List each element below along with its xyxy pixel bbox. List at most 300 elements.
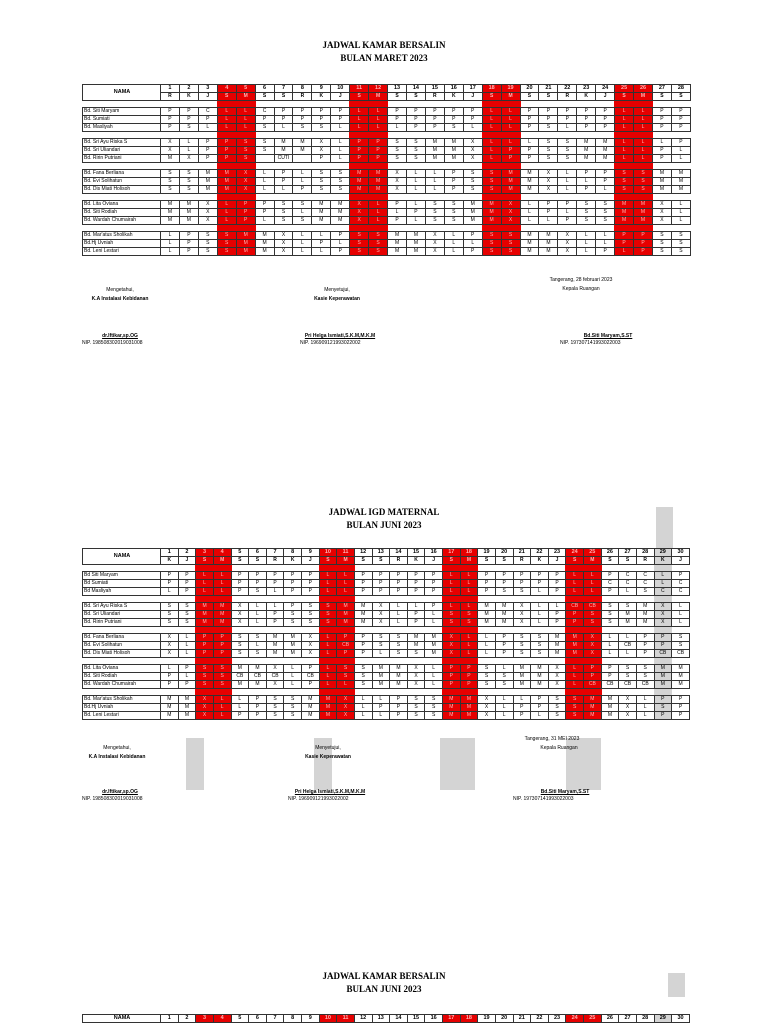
shift-cell: S (179, 124, 198, 132)
shift-cell: L (566, 580, 584, 588)
staff-name: Bd. Sri Uliandari (83, 147, 161, 155)
shift-cell: M (671, 170, 690, 178)
shift-cell: P (337, 634, 355, 642)
shift-cell: L (231, 704, 249, 712)
section2-date-place: Tangerang, 31 MEI 2023 (524, 736, 580, 742)
shift-cell: L (217, 201, 236, 209)
shift-cell: P (406, 116, 425, 124)
shift-cell: S (407, 712, 425, 720)
shift-cell: M (601, 712, 619, 720)
shift-cell: M (213, 603, 231, 611)
shift-cell: M (337, 603, 355, 611)
section3-subtitle: BULAN JUNI 2023 (346, 984, 422, 994)
group-separator-cell (584, 658, 602, 665)
shift-cell: X (198, 201, 217, 209)
shift-cell: X (407, 673, 425, 681)
shift-cell: S (548, 704, 566, 712)
shift-cell: M (444, 155, 463, 163)
shift-cell: M (634, 201, 653, 209)
shift-cell: L (236, 116, 255, 124)
shift-cell: M (198, 178, 217, 186)
group-separator-cell (178, 627, 196, 634)
shift-cell: X (372, 619, 390, 627)
shift-cell: L (558, 178, 577, 186)
shift-cell: CB (601, 681, 619, 689)
shift-cell: P (672, 572, 690, 580)
shift-cell: P (513, 712, 531, 720)
shift-cell: M (671, 186, 690, 194)
shift-cell: S (478, 681, 496, 689)
shift-cell: L (369, 201, 388, 209)
shift-cell: P (302, 588, 320, 596)
group-separator-cell (161, 627, 179, 634)
shift-cell: C (255, 108, 274, 116)
group-separator-cell (293, 194, 312, 201)
weekday-letter: J (548, 557, 566, 565)
shift-cell: P (390, 588, 408, 596)
shift-cell: L (231, 696, 249, 704)
group-separator-cell (520, 194, 539, 201)
group-separator-cell (531, 658, 549, 665)
shift-cell: P (354, 572, 372, 580)
group-separator-cell (671, 225, 690, 232)
shift-cell: S (255, 124, 274, 132)
shift-cell: P (652, 155, 671, 163)
shift-cell: S (444, 209, 463, 217)
shift-cell: X (654, 619, 672, 627)
shift-cell: L (478, 642, 496, 650)
group-separator-cell (388, 132, 407, 139)
shift-cell: M (236, 248, 255, 256)
group-separator (83, 101, 161, 108)
shift-cell: L (444, 240, 463, 248)
shift-cell: S (178, 619, 196, 627)
group-separator-cell (249, 658, 267, 665)
shift-cell: S (501, 248, 520, 256)
shift-cell: L (406, 186, 425, 194)
group-separator-cell (337, 596, 355, 603)
group-separator-cell (478, 627, 496, 634)
shift-cell: X (443, 650, 461, 658)
shift-cell: M (520, 170, 539, 178)
staff-name: Bd. Ririn Putriani (83, 155, 161, 163)
weekday-letter: M (584, 557, 602, 565)
shift-cell: S (198, 240, 217, 248)
group-separator-cell (217, 194, 236, 201)
shift-cell: P (266, 572, 284, 580)
group-separator-cell (284, 689, 302, 696)
group-separator-cell (443, 565, 461, 572)
group-separator-cell (331, 225, 350, 232)
group-separator-cell (672, 565, 690, 572)
group-separator-cell (636, 596, 654, 603)
shift-cell: L (634, 116, 653, 124)
weekday-letter: M (236, 93, 255, 101)
shift-cell: S (236, 147, 255, 155)
shift-cell: P (531, 696, 549, 704)
shift-cell (293, 155, 312, 163)
shift-cell: M (266, 634, 284, 642)
shift-cell: P (634, 240, 653, 248)
shift-cell: P (407, 611, 425, 619)
shift-cell: L (478, 634, 496, 642)
shift-cell: P (249, 704, 267, 712)
shift-cell: L (331, 147, 350, 155)
table-row (83, 704, 690, 712)
shift-cell: L (548, 603, 566, 611)
shift-cell: X (274, 240, 293, 248)
group-separator-cell (178, 596, 196, 603)
shift-cell: S (566, 704, 584, 712)
shift-cell: M (331, 217, 350, 225)
shift-cell: M (513, 681, 531, 689)
shift-cell: L (266, 603, 284, 611)
day-number: 21 (513, 549, 531, 557)
shift-cell: L (213, 704, 231, 712)
shift-cell: X (652, 209, 671, 217)
group-separator-cell (407, 565, 425, 572)
group-separator-cell (390, 565, 408, 572)
shift-cell: S (601, 611, 619, 619)
shift-cell: P (495, 634, 513, 642)
shift-cell: L (319, 673, 337, 681)
group-separator-cell (548, 565, 566, 572)
group-separator-cell (601, 565, 619, 572)
group-separator-cell (302, 689, 320, 696)
group-separator-cell (312, 163, 331, 170)
shift-cell: P (350, 139, 369, 147)
section1-left-line1: Mengetahui, (106, 287, 134, 293)
shift-cell: M (350, 170, 369, 178)
shift-cell: P (463, 116, 482, 124)
shift-cell: M (293, 147, 312, 155)
group-separator-cell (566, 596, 584, 603)
staff-name: Bd. Leni Lestari (83, 248, 161, 256)
shift-cell: L (584, 580, 602, 588)
weekday-letter: S (495, 557, 513, 565)
staff-name: Bd. Fana Berliana (83, 634, 161, 642)
weekday-letter: M (369, 93, 388, 101)
shift-cell: P (652, 108, 671, 116)
shift-cell: S (513, 650, 531, 658)
staff-name: Bd. Lita Oviana (83, 201, 161, 209)
column-highlight-3 (440, 738, 475, 790)
day-number: 16 (444, 85, 463, 93)
table-row (83, 572, 690, 580)
group-separator-cell (463, 163, 482, 170)
shift-cell: P (161, 580, 179, 588)
shift-cell: P (444, 178, 463, 186)
group-separator-cell (501, 194, 520, 201)
shift-cell: L (558, 170, 577, 178)
shift-cell: M (636, 619, 654, 627)
group-separator-cell (331, 194, 350, 201)
shift-cell: CB (636, 681, 654, 689)
shift-cell: P (178, 665, 196, 673)
shift-cell: L (566, 681, 584, 689)
shift-cell: S (513, 642, 531, 650)
shift-cell: M (444, 139, 463, 147)
shift-cell: S (482, 240, 501, 248)
group-separator-cell (319, 689, 337, 696)
weekday-letter: S (388, 93, 407, 101)
shift-cell: P (198, 147, 217, 155)
group-separator-cell (654, 689, 672, 696)
shift-cell (255, 155, 274, 163)
shift-cell: M (539, 248, 558, 256)
shift-cell: L (369, 217, 388, 225)
group-separator-cell (407, 658, 425, 665)
shift-cell: S (634, 170, 653, 178)
staff-name: Bd.Hj Uvniah (83, 704, 161, 712)
shift-cell: M (274, 139, 293, 147)
shift-cell: S (178, 603, 196, 611)
weekday-letter: R (558, 93, 577, 101)
group-separator-cell (615, 101, 634, 108)
shift-cell: M (654, 665, 672, 673)
shift-cell: S (319, 603, 337, 611)
shift-cell: S (460, 619, 478, 627)
group-separator-cell (671, 132, 690, 139)
day-number: 21 (513, 1015, 531, 1023)
shift-cell: M (443, 696, 461, 704)
shift-cell: P (444, 116, 463, 124)
shift-cell: P (407, 588, 425, 596)
shift-cell: S (652, 248, 671, 256)
shift-cell: C (601, 580, 619, 588)
shift-cell: M (161, 209, 180, 217)
day-number: 16 (425, 549, 443, 557)
table-row (83, 673, 690, 681)
shift-cell: S (463, 178, 482, 186)
shift-cell: S (284, 696, 302, 704)
group-separator-cell (369, 163, 388, 170)
weekday-letter: S (539, 93, 558, 101)
group-separator-cell (425, 225, 444, 232)
group-separator-cell (284, 596, 302, 603)
shift-cell: L (520, 201, 539, 209)
shift-cell: P (331, 232, 350, 240)
shift-cell: P (255, 201, 274, 209)
shift-cell: L (460, 650, 478, 658)
shift-cell: S (249, 588, 267, 596)
shift-cell: P (425, 116, 444, 124)
shift-cell: P (654, 642, 672, 650)
group-separator-cell (213, 689, 231, 696)
group-separator-cell (372, 658, 390, 665)
shift-cell: L (460, 588, 478, 596)
shift-cell: M (539, 232, 558, 240)
section2-left-nip: NIP. 198508302019031008 (82, 796, 143, 802)
shift-cell: L (444, 248, 463, 256)
group-separator-cell (388, 194, 407, 201)
shift-cell: X (372, 603, 390, 611)
shift-cell: P (161, 673, 179, 681)
shift-cell: S (495, 588, 513, 596)
shift-cell: P (558, 108, 577, 116)
group-separator-cell (672, 627, 690, 634)
section2-title: JADWAL IGD MATERNAL (328, 507, 440, 517)
shift-cell: P (513, 580, 531, 588)
shift-cell: S (198, 232, 217, 240)
group-separator-cell (584, 689, 602, 696)
group-separator (83, 627, 161, 634)
shift-cell: P (274, 116, 293, 124)
shift-cell: M (520, 186, 539, 194)
group-separator-cell (671, 101, 690, 108)
staff-name: Bd. Mar'atus Sholikah (83, 232, 161, 240)
shift-cell: P (354, 642, 372, 650)
group-separator-cell (198, 194, 217, 201)
shift-cell: X (425, 248, 444, 256)
day-number: 10 (331, 85, 350, 93)
group-separator-cell (671, 194, 690, 201)
shift-cell: S (350, 240, 369, 248)
weekday-letter: S (249, 557, 267, 565)
shift-cell: P (312, 155, 331, 163)
shift-cell: X (584, 650, 602, 658)
shift-cell: L (601, 642, 619, 650)
shift-cell: L (672, 603, 690, 611)
shift-cell: L (531, 588, 549, 596)
shift-cell: P (236, 201, 255, 209)
shift-cell: M (619, 619, 637, 627)
section1-mid-line2: Kasie Keperawatan (314, 296, 360, 302)
shift-cell: P (231, 572, 249, 580)
group-separator-cell (636, 565, 654, 572)
group-separator-cell (495, 689, 513, 696)
shift-cell: L (266, 588, 284, 596)
shift-cell: S (482, 232, 501, 240)
shift-cell: M (350, 178, 369, 186)
group-separator-cell (293, 101, 312, 108)
shift-cell: C (636, 572, 654, 580)
shift-cell: X (619, 712, 637, 720)
shift-cell: S (293, 201, 312, 209)
group-separator-cell (274, 225, 293, 232)
shift-cell: L (501, 108, 520, 116)
shift-cell: L (372, 650, 390, 658)
group-separator-cell (213, 565, 231, 572)
group-separator-cell (654, 565, 672, 572)
shift-cell: M (463, 217, 482, 225)
day-number: 6 (249, 1015, 267, 1023)
shift-cell: L (672, 619, 690, 627)
group-separator-cell (255, 101, 274, 108)
shift-cell: S (577, 217, 596, 225)
shift-cell: P (548, 588, 566, 596)
day-number: 18 (460, 1015, 478, 1023)
shift-cell: L (601, 650, 619, 658)
group-separator-cell (672, 658, 690, 665)
shift-cell: M (531, 681, 549, 689)
table-row (83, 217, 691, 225)
day-number: 29 (654, 1015, 672, 1023)
shift-cell: X (388, 186, 407, 194)
shift-cell: S (531, 634, 549, 642)
shift-cell: S (406, 155, 425, 163)
group-separator-cell (274, 163, 293, 170)
group-separator-cell (293, 225, 312, 232)
group-separator-cell (478, 689, 496, 696)
group-separator-cell (482, 225, 501, 232)
section1-left-name: dr.Iftikar,sp.OG (102, 333, 138, 339)
group-separator-cell (619, 565, 637, 572)
shift-cell: X (161, 642, 179, 650)
shift-cell: P (217, 155, 236, 163)
shift-cell: P (566, 619, 584, 627)
group-separator-cell (274, 194, 293, 201)
group-separator-cell (539, 132, 558, 139)
group-separator-cell (463, 101, 482, 108)
shift-cell: S (161, 611, 179, 619)
shift-cell: P (196, 634, 214, 642)
shift-cell: L (558, 186, 577, 194)
shift-cell: S (302, 603, 320, 611)
shift-cell: L (460, 572, 478, 580)
shift-cell: S (482, 170, 501, 178)
shift-cell: S (196, 681, 214, 689)
group-separator-cell (671, 163, 690, 170)
shift-cell: L (161, 240, 180, 248)
section1-mid-name: Pri Helga Ismiati,S.K.M,M.K.M (304, 333, 376, 339)
weekday-letter: K (577, 93, 596, 101)
shift-cell: S (425, 712, 443, 720)
day-number: 26 (634, 85, 653, 93)
shift-cell: L (236, 108, 255, 116)
shift-cell: L (615, 124, 634, 132)
group-separator-cell (495, 596, 513, 603)
shift-cell: S (302, 619, 320, 627)
shift-cell: L (284, 681, 302, 689)
group-separator (83, 689, 161, 696)
table-row (83, 248, 691, 256)
group-separator-cell (478, 596, 496, 603)
shift-cell: S (350, 248, 369, 256)
shift-cell: M (636, 603, 654, 611)
weekday-letter: K (179, 93, 198, 101)
group-separator-cell (619, 689, 637, 696)
group-separator-cell (584, 565, 602, 572)
weekday-letter: R (266, 557, 284, 565)
shift-cell: L (513, 696, 531, 704)
shift-cell: M (407, 642, 425, 650)
shift-cell: S (266, 704, 284, 712)
shift-cell: S (601, 619, 619, 627)
group-separator-cell (213, 627, 231, 634)
shift-cell: L (331, 240, 350, 248)
section2-left-line2: K.A Instalasi Kebidanan (88, 754, 146, 760)
group-separator-cell (266, 658, 284, 665)
weekday-letter: R (513, 557, 531, 565)
shift-cell: X (619, 696, 637, 704)
name-column-header: NAMA (83, 85, 161, 101)
shift-cell: L (584, 572, 602, 580)
group-separator-cell (217, 101, 236, 108)
shift-cell: S (407, 696, 425, 704)
group-separator-cell (331, 163, 350, 170)
shift-cell: X (478, 712, 496, 720)
group-separator-cell (231, 565, 249, 572)
day-number: 20 (495, 1015, 513, 1023)
group-separator-cell (531, 627, 549, 634)
shift-cell: L (636, 712, 654, 720)
group-separator-cell (337, 565, 355, 572)
day-number: 28 (671, 85, 690, 93)
shift-cell: M (274, 147, 293, 155)
shift-cell: L (636, 696, 654, 704)
group-separator-cell (337, 658, 355, 665)
